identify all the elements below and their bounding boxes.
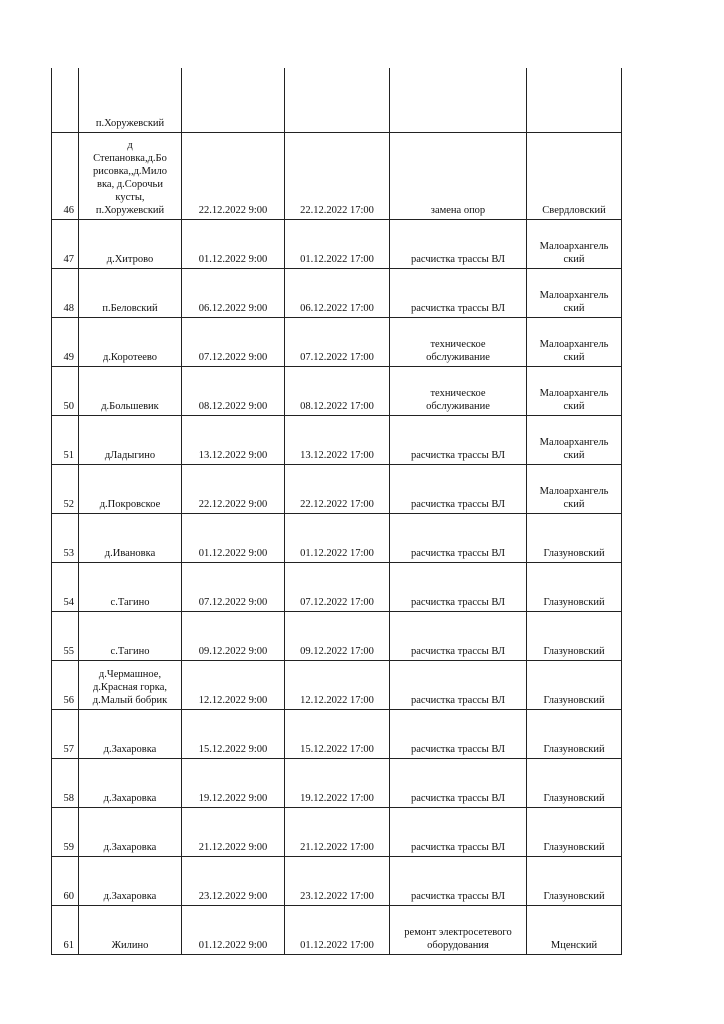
start-datetime-cell xyxy=(182,905,285,954)
work-type-cell-text: техническое обслуживание xyxy=(426,338,490,363)
district-cell xyxy=(527,366,622,415)
settlement-cell-text: д.Захаровка xyxy=(103,743,157,755)
row-number xyxy=(52,758,79,807)
row-number-text: 47 xyxy=(63,253,74,265)
row-number xyxy=(52,807,79,856)
end-datetime-cell-text: 06.12.2022 17:00 xyxy=(300,302,374,314)
settlement-cell xyxy=(79,366,182,415)
settlement-cell xyxy=(79,219,182,268)
row-number xyxy=(52,562,79,611)
work-type-cell xyxy=(390,905,527,954)
work-type-cell xyxy=(390,611,527,660)
end-datetime-cell-text: 01.12.2022 17:00 xyxy=(300,547,374,559)
settlement-cell-text: д.Захаровка xyxy=(103,841,157,853)
district-cell xyxy=(527,856,622,905)
work-type-cell xyxy=(390,219,527,268)
district-cell xyxy=(527,268,622,317)
end-datetime-cell xyxy=(285,905,390,954)
end-datetime-cell-text: 15.12.2022 17:00 xyxy=(300,743,374,755)
start-datetime-cell xyxy=(182,513,285,562)
district-cell-text: Свердловский xyxy=(542,204,606,216)
table-row xyxy=(52,562,622,611)
outage-schedule-table xyxy=(51,68,622,955)
end-datetime-cell xyxy=(285,856,390,905)
work-type-cell xyxy=(390,317,527,366)
start-datetime-cell-text: 08.12.2022 9:00 xyxy=(198,400,268,412)
row-number xyxy=(52,268,79,317)
work-type-cell-text: ремонт электросетевого оборудования xyxy=(404,926,512,951)
district-cell-text: Глазуновский xyxy=(543,743,605,755)
row-number xyxy=(52,611,79,660)
end-datetime-cell-text: 12.12.2022 17:00 xyxy=(300,694,374,706)
start-datetime-cell-text: 22.12.2022 9:00 xyxy=(198,498,268,510)
start-datetime-cell-text: 09.12.2022 9:00 xyxy=(198,645,268,657)
start-datetime-cell xyxy=(182,366,285,415)
end-datetime-cell-text: 22.12.2022 17:00 xyxy=(300,204,374,216)
end-datetime-cell xyxy=(285,219,390,268)
settlement-cell xyxy=(79,758,182,807)
district-cell-text: Малоархангель ский xyxy=(539,289,609,314)
district-cell xyxy=(527,807,622,856)
start-datetime-cell-text: 07.12.2022 9:00 xyxy=(198,351,268,363)
row-number-text: 59 xyxy=(63,841,74,853)
settlement-cell-text: Жилино xyxy=(111,939,149,951)
end-datetime-cell-text: 08.12.2022 17:00 xyxy=(300,400,374,412)
table-row xyxy=(52,268,622,317)
start-datetime-cell xyxy=(182,68,285,132)
start-datetime-cell xyxy=(182,709,285,758)
settlement-cell xyxy=(79,709,182,758)
settlement-cell-text: д.Захаровка xyxy=(103,890,157,902)
work-type-cell xyxy=(390,68,527,132)
table-row xyxy=(52,758,622,807)
start-datetime-cell xyxy=(182,317,285,366)
end-datetime-cell xyxy=(285,807,390,856)
table-row xyxy=(52,317,622,366)
work-type-cell xyxy=(390,268,527,317)
table-row xyxy=(52,807,622,856)
district-cell-text: Глазуновский xyxy=(543,792,605,804)
settlement-cell xyxy=(79,317,182,366)
start-datetime-cell-text: 07.12.2022 9:00 xyxy=(198,596,268,608)
table-row xyxy=(52,219,622,268)
settlement-cell xyxy=(79,807,182,856)
table-row xyxy=(52,660,622,709)
settlement-cell xyxy=(79,562,182,611)
district-cell-text: Мценский xyxy=(550,939,598,951)
row-number-text: 48 xyxy=(63,302,74,314)
work-type-cell xyxy=(390,758,527,807)
row-number-text: 52 xyxy=(63,498,74,510)
settlement-cell-text: п.Беловский xyxy=(102,302,158,314)
work-type-cell-text: расчистка трассы ВЛ xyxy=(410,792,506,804)
end-datetime-cell-text: 23.12.2022 17:00 xyxy=(300,890,374,902)
settlement-cell-text: д.Коротеево xyxy=(102,351,158,363)
row-number xyxy=(52,415,79,464)
start-datetime-cell xyxy=(182,132,285,219)
start-datetime-cell-text: 01.12.2022 9:00 xyxy=(198,253,268,265)
start-datetime-cell xyxy=(182,807,285,856)
start-datetime-cell xyxy=(182,856,285,905)
work-type-cell xyxy=(390,807,527,856)
row-number xyxy=(52,660,79,709)
end-datetime-cell-text: 13.12.2022 17:00 xyxy=(300,449,374,461)
work-type-cell xyxy=(390,513,527,562)
district-cell-text: Малоархангель ский xyxy=(539,240,609,265)
row-number-text: 61 xyxy=(63,939,74,951)
end-datetime-cell xyxy=(285,268,390,317)
settlement-cell-text: д.Покровское xyxy=(99,498,161,510)
table-row xyxy=(52,68,622,132)
start-datetime-cell-text: 13.12.2022 9:00 xyxy=(198,449,268,461)
work-type-cell-text: расчистка трассы ВЛ xyxy=(410,694,506,706)
settlement-cell-text: д.Большевик xyxy=(101,400,159,412)
district-cell xyxy=(527,317,622,366)
end-datetime-cell xyxy=(285,513,390,562)
district-cell-text: Глазуновский xyxy=(543,890,605,902)
district-cell-text: Глазуновский xyxy=(543,547,605,559)
work-type-cell xyxy=(390,464,527,513)
table-row xyxy=(52,415,622,464)
start-datetime-cell-text: 12.12.2022 9:00 xyxy=(198,694,268,706)
end-datetime-cell xyxy=(285,68,390,132)
row-number-text: 50 xyxy=(63,400,74,412)
end-datetime-cell-text: 22.12.2022 17:00 xyxy=(300,498,374,510)
district-cell xyxy=(527,905,622,954)
district-cell xyxy=(527,611,622,660)
start-datetime-cell xyxy=(182,464,285,513)
settlement-cell-text: д.Хитрово xyxy=(106,253,154,265)
district-cell xyxy=(527,660,622,709)
row-number xyxy=(52,905,79,954)
end-datetime-cell xyxy=(285,660,390,709)
settlement-cell xyxy=(79,415,182,464)
start-datetime-cell xyxy=(182,219,285,268)
row-number xyxy=(52,856,79,905)
table-row xyxy=(52,856,622,905)
end-datetime-cell-text: 19.12.2022 17:00 xyxy=(300,792,374,804)
end-datetime-cell-text: 01.12.2022 17:00 xyxy=(300,939,374,951)
work-type-cell xyxy=(390,856,527,905)
settlement-cell xyxy=(79,132,182,219)
work-type-cell-text: расчистка трассы ВЛ xyxy=(410,498,506,510)
row-number xyxy=(52,464,79,513)
work-type-cell xyxy=(390,415,527,464)
row-number-text: 60 xyxy=(63,890,74,902)
district-cell-text: Малоархангель ский xyxy=(539,485,609,510)
work-type-cell xyxy=(390,562,527,611)
work-type-cell-text: расчистка трассы ВЛ xyxy=(410,302,506,314)
settlement-cell-text: д.Ивановка xyxy=(104,547,156,559)
district-cell xyxy=(527,758,622,807)
start-datetime-cell-text: 22.12.2022 9:00 xyxy=(198,204,268,216)
end-datetime-cell xyxy=(285,132,390,219)
work-type-cell xyxy=(390,709,527,758)
row-number xyxy=(52,513,79,562)
settlement-cell xyxy=(79,464,182,513)
end-datetime-cell-text: 21.12.2022 17:00 xyxy=(300,841,374,853)
settlement-cell-text: с.Тагино xyxy=(110,596,150,608)
end-datetime-cell-text: 01.12.2022 17:00 xyxy=(300,253,374,265)
table-row xyxy=(52,366,622,415)
row-number xyxy=(52,219,79,268)
work-type-cell-text: расчистка трассы ВЛ xyxy=(410,596,506,608)
end-datetime-cell xyxy=(285,464,390,513)
end-datetime-cell xyxy=(285,317,390,366)
end-datetime-cell xyxy=(285,758,390,807)
district-cell xyxy=(527,219,622,268)
settlement-cell xyxy=(79,513,182,562)
work-type-cell-text: расчистка трассы ВЛ xyxy=(410,253,506,265)
table-row xyxy=(52,611,622,660)
end-datetime-cell-text: 09.12.2022 17:00 xyxy=(300,645,374,657)
table-row xyxy=(52,132,622,219)
district-cell xyxy=(527,68,622,132)
start-datetime-cell xyxy=(182,611,285,660)
district-cell xyxy=(527,464,622,513)
row-number-text: 54 xyxy=(63,596,74,608)
district-cell-text: Малоархангель ский xyxy=(539,436,609,461)
end-datetime-cell xyxy=(285,366,390,415)
row-number xyxy=(52,709,79,758)
settlement-cell-text: д.Захаровка xyxy=(103,792,157,804)
end-datetime-cell-text: 07.12.2022 17:00 xyxy=(300,596,374,608)
start-datetime-cell xyxy=(182,758,285,807)
row-number-text: 57 xyxy=(63,743,74,755)
settlement-cell-text: с.Тагино xyxy=(110,645,150,657)
district-cell xyxy=(527,513,622,562)
row-number-text: 53 xyxy=(63,547,74,559)
start-datetime-cell-text: 01.12.2022 9:00 xyxy=(198,939,268,951)
settlement-cell xyxy=(79,611,182,660)
table-row xyxy=(52,513,622,562)
table-row xyxy=(52,905,622,954)
district-cell-text: Глазуновский xyxy=(543,596,605,608)
row-number-text: 56 xyxy=(63,694,74,706)
start-datetime-cell xyxy=(182,415,285,464)
district-cell-text: Глазуновский xyxy=(543,841,605,853)
start-datetime-cell xyxy=(182,660,285,709)
row-number-text: 49 xyxy=(63,351,74,363)
table-row xyxy=(52,709,622,758)
start-datetime-cell-text: 01.12.2022 9:00 xyxy=(198,547,268,559)
settlement-cell-text: д.Чермашное, д.Красная горка, д.Малый бобрик xyxy=(92,668,168,706)
row-number-text: 58 xyxy=(63,792,74,804)
row-number xyxy=(52,132,79,219)
work-type-cell-text: расчистка трассы ВЛ xyxy=(410,743,506,755)
settlement-cell xyxy=(79,905,182,954)
start-datetime-cell-text: 21.12.2022 9:00 xyxy=(198,841,268,853)
work-type-cell-text: расчистка трассы ВЛ xyxy=(410,449,506,461)
work-type-cell-text: расчистка трассы ВЛ xyxy=(410,841,506,853)
settlement-cell-text: дЛадыгино xyxy=(104,449,156,461)
settlement-cell xyxy=(79,856,182,905)
work-type-cell-text: замена опор xyxy=(430,204,486,216)
end-datetime-cell xyxy=(285,415,390,464)
start-datetime-cell-text: 15.12.2022 9:00 xyxy=(198,743,268,755)
work-type-cell xyxy=(390,366,527,415)
district-cell xyxy=(527,562,622,611)
district-cell-text: Глазуновский xyxy=(543,645,605,657)
start-datetime-cell xyxy=(182,268,285,317)
work-type-cell-text: расчистка трассы ВЛ xyxy=(410,547,506,559)
end-datetime-cell xyxy=(285,562,390,611)
row-number-text: 46 xyxy=(63,204,74,216)
district-cell xyxy=(527,132,622,219)
settlement-cell-text: д Степановка,д.Бо рисовка,,д.Мило вка, д.Сорочьи кусты, п.Хоружевский xyxy=(92,139,167,216)
work-type-cell xyxy=(390,132,527,219)
work-type-cell xyxy=(390,660,527,709)
start-datetime-cell-text: 23.12.2022 9:00 xyxy=(198,890,268,902)
settlement-cell-text: п.Хоружевский xyxy=(95,117,165,129)
district-cell xyxy=(527,709,622,758)
settlement-cell xyxy=(79,660,182,709)
table-row xyxy=(52,464,622,513)
settlement-cell xyxy=(79,268,182,317)
start-datetime-cell-text: 19.12.2022 9:00 xyxy=(198,792,268,804)
row-number-text: 51 xyxy=(63,449,74,461)
table-body xyxy=(52,68,622,954)
settlement-cell xyxy=(79,68,182,132)
row-number xyxy=(52,317,79,366)
work-type-cell-text: расчистка трассы ВЛ xyxy=(410,890,506,902)
district-cell-text: Малоархангель ский xyxy=(539,387,609,412)
row-number xyxy=(52,68,79,132)
row-number-text: 55 xyxy=(63,645,74,657)
district-cell-text: Глазуновский xyxy=(543,694,605,706)
district-cell-text: Малоархангель ский xyxy=(539,338,609,363)
start-datetime-cell-text: 06.12.2022 9:00 xyxy=(198,302,268,314)
end-datetime-cell xyxy=(285,709,390,758)
start-datetime-cell xyxy=(182,562,285,611)
work-type-cell-text: расчистка трассы ВЛ xyxy=(410,645,506,657)
district-cell xyxy=(527,415,622,464)
work-type-cell-text: техническое обслуживание xyxy=(426,387,490,412)
end-datetime-cell-text: 07.12.2022 17:00 xyxy=(300,351,374,363)
row-number xyxy=(52,366,79,415)
end-datetime-cell xyxy=(285,611,390,660)
